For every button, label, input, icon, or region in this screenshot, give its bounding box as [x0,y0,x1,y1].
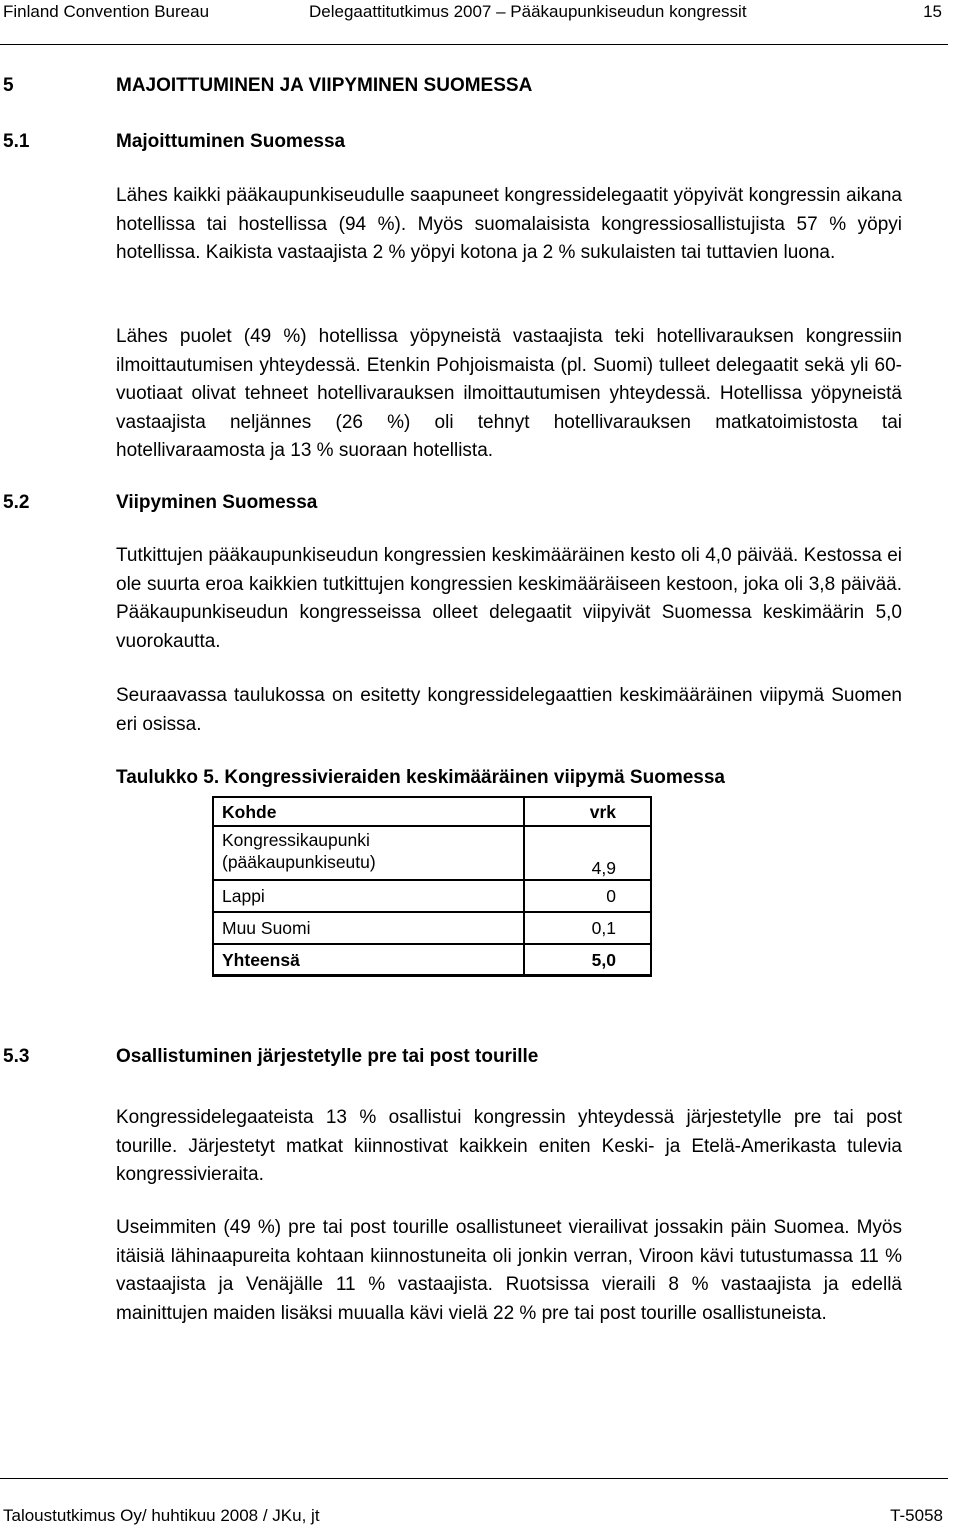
header-title: Delegaattitutkimus 2007 – Pääkaupunkiseudun kongressit [309,2,747,21]
table-row [213,880,651,912]
section-5-1-paragraph-2: Lähes puolet (49 %) hotellissa yöpyneistä vastaajista teki hotellivarauksen kongressiin ilmoittautumisen yhteydessä. Etenkin Pohjoismaista (pl. Suomi) tulleet delegaatit sekä yli 60-vuotiaat olivat tehneet hotellivarauksen ilmoittautumisen yhteydessä. Hotellissa yöpyneistä vastaajista neljännes (26 %) oli tehnyt hotellivarauksen matkatoimistosta tai hotellivaraamosta ja 13 % suoraan hotellista. [116,326,902,462]
table-cell-value: 0,1 [524,912,651,944]
table-cell-label-line1: Kongressikaupunki [222,830,370,850]
table-header-vrk: vrk [524,797,651,826]
chapter-number: 5 [3,75,14,96]
table-cell-label: Muu Suomi [213,912,524,944]
table-row [213,912,651,944]
section-5-2-title: Viipyminen Suomessa [116,492,318,513]
header-rule [0,44,948,45]
section-5-1-number: 5.1 [3,131,30,152]
footer-left: Taloustutkimus Oy/ huhtikuu 2008 / JKu, jt [3,1506,320,1525]
table-total-label: Yhteensä [213,944,524,976]
section-5-2-paragraph-1: Tutkittujen pääkaupunkiseudun kongressien keskimääräinen kesto oli 4,0 päivää. Kestossa ei ole suurta eroa kaikkien tutkittujen kongressien keskimääräiseen kestoon, joka oli 3,8 päivää. Pääkaupunkiseudun kongresseissa olleet delegaatit viipyivät Suomessa keskimäärin 5,0 vuorokautta. [116,545,902,652]
section-5-1-title: Majoittuminen Suomessa [116,131,346,152]
table-cell-value: 0 [524,880,651,912]
page-number: 15 [923,2,942,21]
section-5-1-paragraph-1: Lähes kaikki pääkaupunkiseudulle saapuneet kongressidelegaatit yöpyivät kongressin aikana hotellissa tai hostellissa (94 %). Myös suomalaisista kongressiosallistujista 57 % yöpyi hotellissa. Kaikista vastaajista 2 % yöpyi kotona ja 2 % sukulaisten tai tuttavien luona. [116,185,902,264]
table-header-kohde: Kohde [213,797,524,826]
table-header-row [213,797,651,826]
section-5-3-title: Osallistuminen järjestetylle pre tai post tourille [116,1046,539,1067]
table-total-value: 5,0 [524,944,651,976]
footer-right: T-5058 [890,1506,943,1525]
table-caption: Taulukko 5. Kongressivieraiden keskimääräinen viipymä Suomessa [116,767,725,788]
table-row [213,826,651,880]
section-5-3-paragraph-1: Kongressidelegaateista 13 % osallistui kongressin yhteydessä järjestetylle pre tai post tourille. Järjestetyt matkat kiinnostivat kaikkein eniten Keski- ja Etelä-Amerikasta tulevia kongressivieraita. [116,1107,902,1186]
section-5-2-number: 5.2 [3,492,30,513]
header-left: Finland Convention Bureau [3,2,210,21]
chapter-title: MAJOITTUMINEN JA VIIPYMINEN SUOMESSA [116,75,533,96]
stay-length-table [212,796,652,977]
table-cell-value: 4,9 [524,826,651,880]
section-5-2-paragraph-2: Seuraavassa taulukossa on esitetty kongressidelegaattien keskimääräinen viipymä Suomen eri osissa. [116,685,902,735]
table-cell-label-line2: (pääkaupunkiseutu) [222,852,376,872]
section-5-3-number: 5.3 [3,1046,30,1067]
table-cell-label [213,826,524,880]
table-total-row [213,944,651,976]
section-5-3-paragraph-2: Useimmiten (49 %) pre tai post tourille osallistuneet vierailivat jossakin päin Suomea. Myös itäisiä lähinaapureita kohtaan kiinnostuneita oli jonkin verran, Viroon kävi tutustumassa 11 % vastaajista ja Venäjälle 11 % vastaajista. Ruotsissa vieraili 8 % vastaajista ja edellä mainittujen maiden lisäksi muualla kävi vielä 22 % pre tai post tourille osallistuneista. [116,1217,902,1324]
table-cell-label: Lappi [213,880,524,912]
footer-rule [0,1478,948,1479]
